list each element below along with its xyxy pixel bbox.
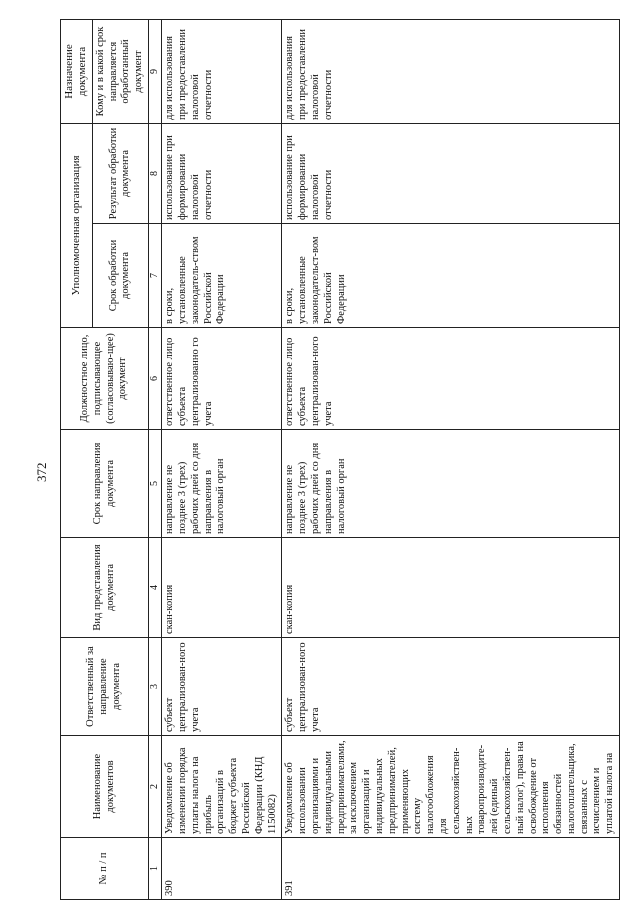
header-responsible: Ответственный за направление документа <box>61 638 149 736</box>
submission-deadline: направление не позднее 3 (трех) рабочих дней со дня направления в налоговый орган <box>282 430 620 538</box>
header-processing-term: Срок обработки документа <box>92 224 148 328</box>
row-number: 390 <box>162 838 282 900</box>
column-number: 2 <box>149 736 162 838</box>
document-name: Уведомление об использовании организациями и индивидуальными предпринимателями, за исключением организаций и индивидуальных предпринимателей, применяющих систему налогообложения для сельскохозяйствен-ных товаропроизводите-лей (единый сельскохозяйствен-ный налог), права на освобождение от исполнения обязанностей налогоплательщика, связанных с исчислением и уплатой налога на <box>282 736 620 838</box>
column-number: 9 <box>149 19 162 123</box>
processing-term: в сроки, установленные законодательст-вом Российской Федерации <box>282 224 620 328</box>
submission-type: скан-копия <box>282 538 620 638</box>
page-number: 372 <box>34 462 49 482</box>
document-name: Уведомление об изменении порядка уплаты налога на прибыль организаций в бюджет субъекта Российской Федерации (КНД 1150082) <box>162 736 282 838</box>
signing-official: ответственное лицо субъекта централизованно го учета <box>162 328 282 430</box>
header-processing-result: Результат обработки документа <box>92 123 148 223</box>
header-recipient: Кому и в какой срок направляется обработанный документ <box>92 19 148 123</box>
processing-result: использование при формировании налоговой отчетности <box>162 123 282 223</box>
column-number: 3 <box>149 638 162 736</box>
submission-deadline: направление не позднее 3 (трех) рабочих дней со дня направления в налоговый орган <box>162 430 282 538</box>
column-number: 7 <box>149 224 162 328</box>
document-purpose: для использования при предоставлении налоговой отчетности <box>162 19 282 123</box>
signing-official: ответственное лицо субъекта централизован-ного учета <box>282 328 620 430</box>
header-authorized-organization: Уполномоченная организация <box>61 123 93 327</box>
documents-table <box>60 19 620 900</box>
column-number: 1 <box>149 838 162 900</box>
table-row <box>162 19 282 899</box>
header-document-purpose: Назначение документа <box>61 19 93 123</box>
column-number-row <box>149 19 162 899</box>
header-deadline: Срок направления документа <box>61 430 149 538</box>
responsible-party: субъект централизован-ного учета <box>282 638 620 736</box>
responsible-party: субъект централизован-ного учета <box>162 638 282 736</box>
column-number: 5 <box>149 430 162 538</box>
header-number: № п / п <box>61 838 149 900</box>
header-official: Должностное лицо, подписывающее (согласовываю-щее) документ <box>61 328 149 430</box>
submission-type: скан-копия <box>162 538 282 638</box>
header-document-name: Наименование документов <box>61 736 149 838</box>
processing-result: использование при формировании налоговой отчетности <box>282 123 620 223</box>
table-row <box>282 19 620 899</box>
column-number: 6 <box>149 328 162 430</box>
column-number: 4 <box>149 538 162 638</box>
processing-term: в сроки, установленные законодатель-ством Российской Федерации <box>162 224 282 328</box>
column-number: 8 <box>149 123 162 223</box>
row-number: 391 <box>282 838 620 900</box>
rotated-page-content <box>34 20 616 900</box>
header-row-1 <box>61 19 93 899</box>
header-submission-type: Вид представления документа <box>61 538 149 638</box>
document-purpose: для использования при предоставлении налоговой отчетности <box>282 19 620 123</box>
